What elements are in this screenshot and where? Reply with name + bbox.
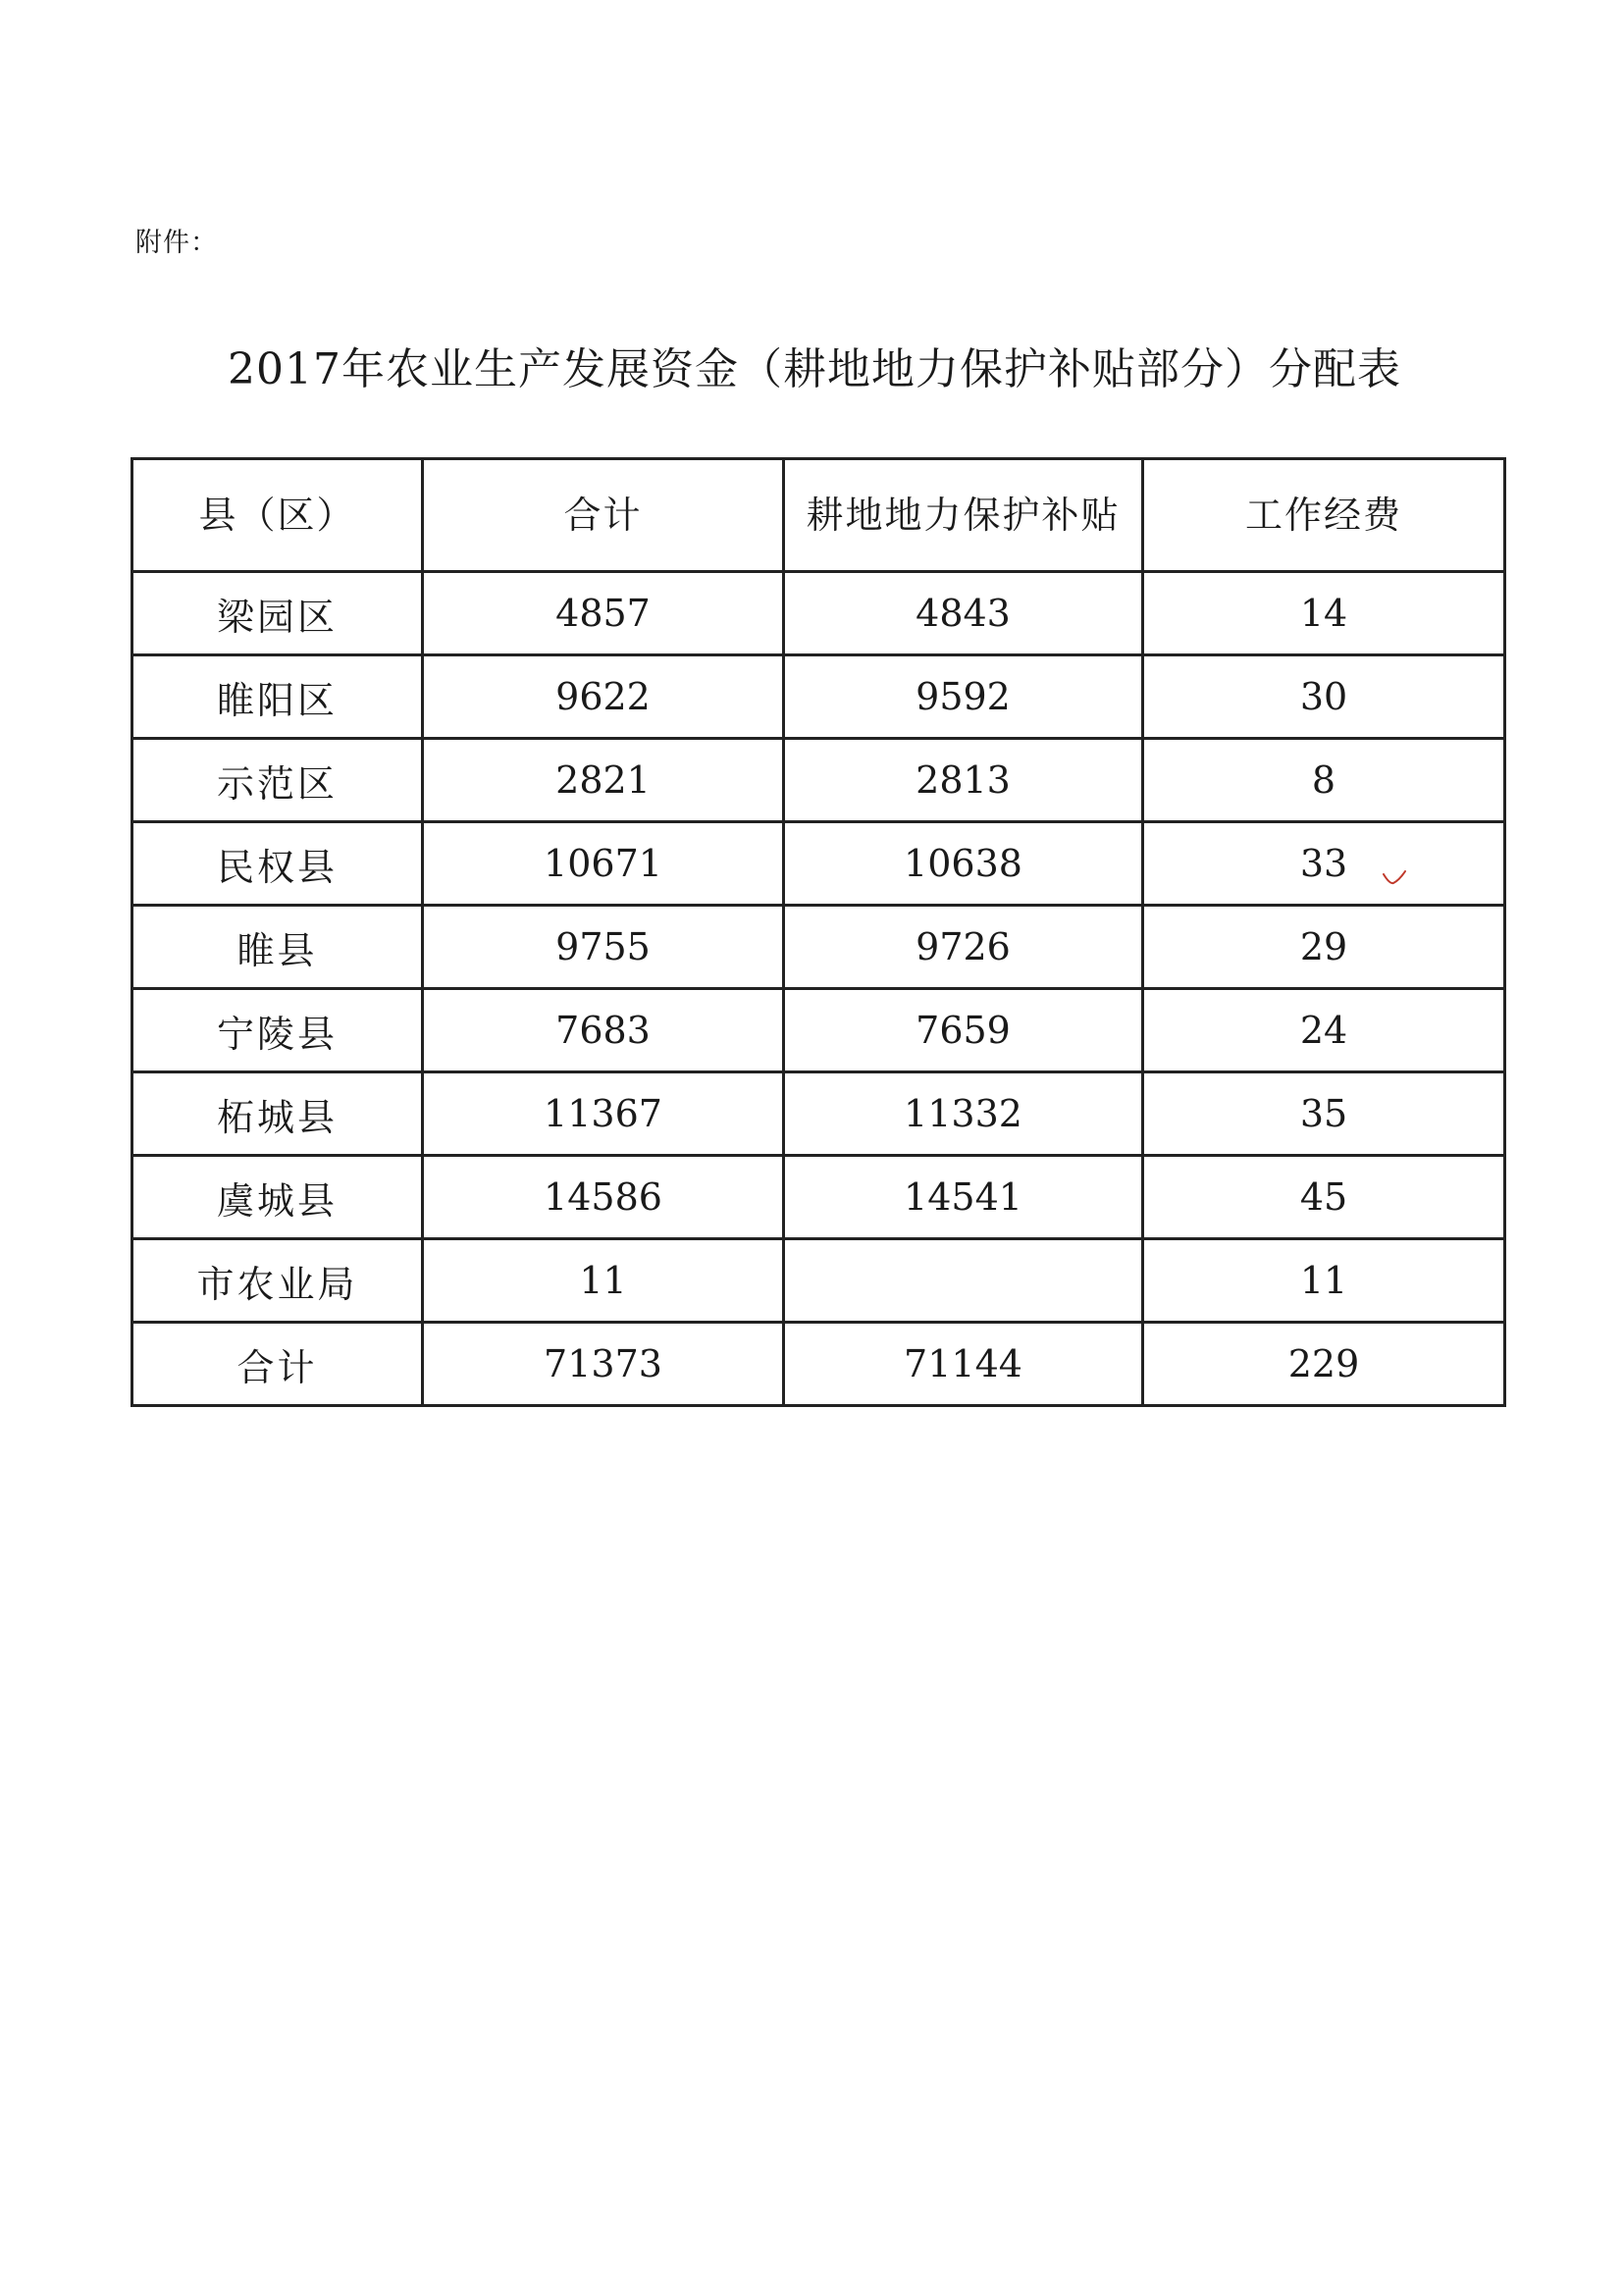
cell-county: 示范区 — [132, 739, 423, 822]
cell-work-fund: 8 — [1143, 739, 1505, 822]
cell-total: 10671 — [423, 822, 784, 906]
cell-work-fund: 229 — [1143, 1323, 1505, 1406]
cell-subsidy — [784, 1239, 1143, 1323]
cell-county: 睢县 — [132, 906, 423, 989]
cell-total: 4857 — [423, 572, 784, 655]
cell-county: 民权县 — [132, 822, 423, 906]
header-subsidy-label: 耕地地力保护补贴 — [806, 494, 1121, 537]
cell-total: 71373 — [423, 1323, 784, 1406]
table-row — [132, 572, 1505, 655]
cell-county: 睢阳区 — [132, 655, 423, 739]
table-row — [132, 989, 1505, 1072]
cell-work-fund: 30 — [1143, 655, 1505, 739]
table-row — [132, 906, 1505, 989]
cell-total: 7683 — [423, 989, 784, 1072]
header-total: 合计 — [423, 459, 784, 572]
cell-work-fund: 29 — [1143, 906, 1505, 989]
cell-subsidy: 9592 — [784, 655, 1143, 739]
cell-total: 9755 — [423, 906, 784, 989]
allocation-table — [131, 457, 1506, 1407]
cell-work-fund: 45 — [1143, 1156, 1505, 1239]
cell-total: 11 — [423, 1239, 784, 1323]
table-row — [132, 1156, 1505, 1239]
table-header-row — [132, 459, 1505, 572]
header-subsidy — [784, 459, 1143, 572]
table-row — [132, 739, 1505, 822]
cell-work-fund: 33 — [1143, 822, 1505, 906]
cell-county: 宁陵县 — [132, 989, 423, 1072]
attachment-label: 附件： — [135, 228, 218, 258]
cell-county: 虞城县 — [132, 1156, 423, 1239]
cell-subsidy: 11332 — [784, 1072, 1143, 1156]
allocation-table-container — [131, 457, 1503, 1407]
table-total-row — [132, 1323, 1505, 1406]
cell-total: 14586 — [423, 1156, 784, 1239]
cell-county: 梁园区 — [132, 572, 423, 655]
table-row — [132, 822, 1505, 906]
cell-work-fund: 24 — [1143, 989, 1505, 1072]
cell-subsidy: 2813 — [784, 739, 1143, 822]
cell-subsidy: 9726 — [784, 906, 1143, 989]
header-county: 县（区） — [132, 459, 423, 572]
cell-county: 合计 — [132, 1323, 423, 1406]
table-row — [132, 1072, 1505, 1156]
table-row — [132, 655, 1505, 739]
header-work-fund: 工作经费 — [1143, 459, 1505, 572]
cell-county: 柘城县 — [132, 1072, 423, 1156]
cell-county: 市农业局 — [132, 1239, 423, 1323]
cell-subsidy: 71144 — [784, 1323, 1143, 1406]
table-row — [132, 1239, 1505, 1323]
cell-subsidy: 10638 — [784, 822, 1143, 906]
cell-subsidy: 4843 — [784, 572, 1143, 655]
handwritten-check-icon — [1382, 868, 1407, 886]
check-stroke — [1384, 871, 1405, 883]
cell-total: 11367 — [423, 1072, 784, 1156]
cell-subsidy: 14541 — [784, 1156, 1143, 1239]
cell-work-fund: 11 — [1143, 1239, 1505, 1323]
cell-total: 2821 — [423, 739, 784, 822]
document-title: 2017年农业生产发展资金（耕地地力保护补贴部分）分配表 — [228, 344, 1401, 394]
cell-subsidy: 7659 — [784, 989, 1143, 1072]
cell-total: 9622 — [423, 655, 784, 739]
cell-work-fund: 35 — [1143, 1072, 1505, 1156]
cell-work-fund: 14 — [1143, 572, 1505, 655]
